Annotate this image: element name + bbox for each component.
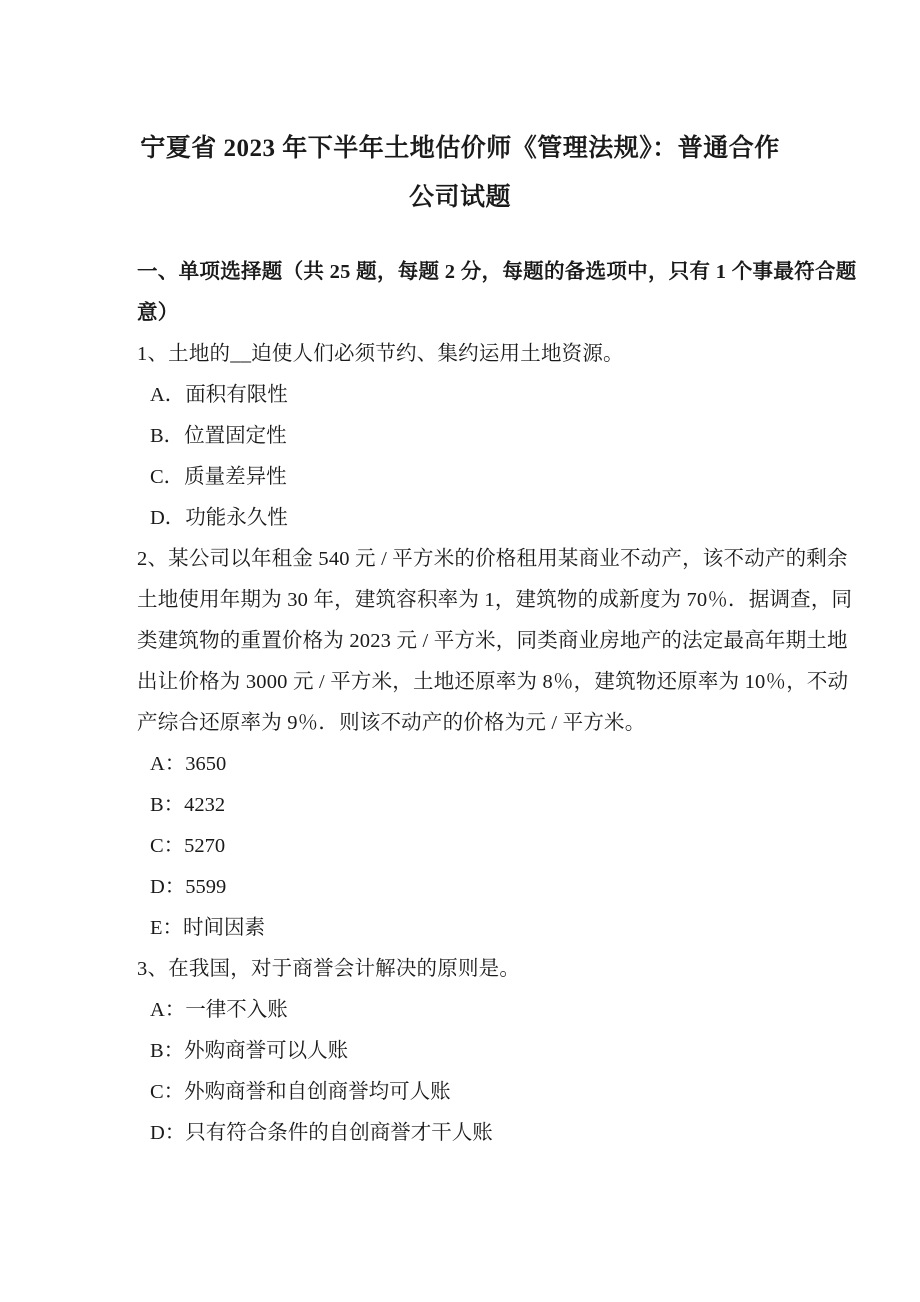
- title-line-2: 公司试题: [408, 184, 511, 211]
- question-2-option-e: E：时间因素: [150, 917, 266, 939]
- section-heading-line-2: 意）: [137, 302, 179, 324]
- title-line-1: 宁夏省 2023 年下半年土地估价师《管理法规》：普通合作: [140, 135, 780, 162]
- question-1-option-c: C．质量差异性: [150, 466, 287, 488]
- question-3: [137, 949, 820, 1154]
- document-body: [137, 252, 857, 1154]
- question-1-stem: 1、土地的__迫使人们必须节约、集约运用土地资源。: [137, 343, 624, 365]
- question-3-option-c: C：外购商誉和自创商誉均可人账: [150, 1081, 451, 1103]
- question-1: [137, 334, 820, 539]
- question-1-option-d: D．功能永久性: [150, 507, 288, 529]
- question-3-option-d: D：只有符合条件的自创商誉才干人账: [150, 1122, 493, 1144]
- question-2-stem-line-3: 类建筑物的重置价格为 2023 元 / 平方米，同类商业房地产的法定最高年期土地: [137, 630, 848, 652]
- question-3-stem: 3、在我国，对于商誉会计解决的原则是。: [137, 958, 521, 980]
- question-1-option-b: B．位置固定性: [150, 425, 287, 447]
- question-1-option-a: A．面积有限性: [150, 384, 288, 406]
- question-2-option-d: D：5599: [150, 876, 227, 898]
- question-3-option-a: A：一律不入账: [150, 999, 288, 1021]
- question-2-stem-line-2: 土地使用年期为 30 年，建筑容积率为 1，建筑物的成新度为 70％．据调查，同: [137, 589, 853, 611]
- section-heading: [137, 252, 857, 334]
- question-2-stem-line-1: 2、某公司以年租金 540 元 / 平方米的价格租用某商业不动产，该不动产的剩余: [137, 548, 848, 570]
- question-2-option-b: B：4232: [150, 794, 226, 816]
- question-2-option-c: C：5270: [150, 835, 226, 857]
- document-title: [0, 0, 920, 222]
- question-2-stem-line-5: 产综合还原率为 9％．则该不动产的价格为元 / 平方米。: [137, 712, 646, 734]
- question-2-option-a: A：3650: [150, 753, 227, 775]
- question-2: [137, 539, 853, 949]
- section-heading-line-1: 一、单项选择题（共 25 题，每题 2 分，每题的备选项中，只有 1 个事最符合题: [137, 261, 857, 283]
- question-3-option-b: B：外购商誉可以人账: [150, 1040, 349, 1062]
- question-2-stem-line-4: 出让价格为 3000 元 / 平方米，土地还原率为 8％，建筑物还原率为 10％，不动: [137, 671, 849, 693]
